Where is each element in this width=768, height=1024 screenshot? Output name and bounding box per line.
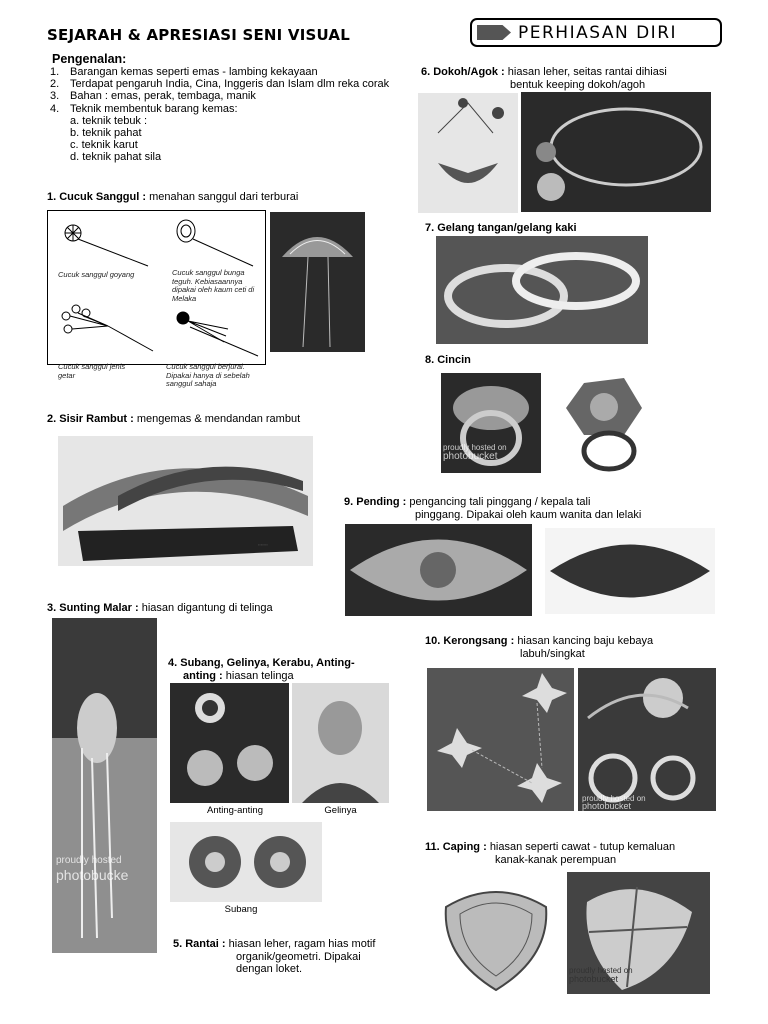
section-title: 4. Subang, Gelinya, Kerabu, Anting- <box>168 657 355 669</box>
pending-photo-2 <box>545 528 715 614</box>
item-number: 3. <box>50 90 60 103</box>
section-desc: kanak-kanak perempuan <box>495 853 617 866</box>
section-9-caption <box>344 496 641 521</box>
intro-item <box>50 103 389 115</box>
section-desc: hiasan telinga <box>225 669 294 682</box>
diagram-label: Cucuk sanggul jenis getar <box>58 362 126 380</box>
watermark-text: proudly hosted on <box>443 443 507 452</box>
watermark-text: photobucket <box>569 974 619 984</box>
diagram-label: Cucuk sanggul bunga teguh. Kebiasaannya dipakai oleh kaum ceti di Melaka <box>172 268 255 303</box>
section-title: anting : <box>183 669 223 682</box>
item-number: 4. <box>50 102 60 115</box>
intro-item <box>50 90 389 102</box>
dokoh-photo-2 <box>521 92 711 212</box>
watermark-text: photobucket <box>582 801 632 811</box>
item-number: 1. <box>50 66 60 78</box>
intro-item <box>50 66 389 78</box>
section-desc: bentuk keeping dokoh/agoh <box>510 78 646 91</box>
section-5-caption <box>173 938 375 976</box>
section-title: 8. Cincin <box>425 354 471 366</box>
cincin-photo-1 <box>441 373 541 473</box>
section-desc: hiasan leher, ragam hias motif <box>228 938 376 950</box>
section-title: 7. Gelang tangan/gelang kaki <box>425 222 577 234</box>
section-6-caption <box>421 66 667 91</box>
gelang-photo <box>436 236 648 344</box>
section-desc: hiasan seperti cawat - tutup kemaluan <box>489 841 676 853</box>
section-title: 6. Dokoh/Agok : <box>421 66 505 78</box>
section-4-caption <box>168 657 355 682</box>
watermark-text: proudly hosted on <box>582 794 646 803</box>
pending-photo-1 <box>345 524 532 616</box>
arrow-icon <box>477 25 511 40</box>
photo-label: Gelinya <box>324 805 357 816</box>
watermark-text: proudly hosted on <box>569 966 633 975</box>
section-desc: hiasan leher, seitas rantai dihiasi <box>507 66 667 78</box>
badge-label: PERHIASAN DIRI <box>518 23 678 43</box>
section-desc: labuh/singkat <box>520 647 585 660</box>
section-title: 2. Sisir Rambut : <box>47 413 134 425</box>
intro-heading: Pengenalan: <box>52 52 127 66</box>
section-3-caption <box>47 602 273 615</box>
page-title: SEJARAH & APRESIASI SENI VISUAL <box>47 26 350 44</box>
caption-note: ▪▪▪▪▪▪▪ <box>258 542 268 547</box>
dokoh-photo-1 <box>418 93 518 213</box>
photo-label: Anting-anting <box>207 805 263 816</box>
kerongsang-photo-2 <box>578 668 716 811</box>
section-desc: organik/geometri. Dipakai <box>236 950 361 963</box>
section-desc: hiasan kancing baju kebaya <box>517 635 654 647</box>
section-title: 11. Caping : <box>425 841 487 853</box>
item-number: 2. <box>50 78 60 91</box>
subang-photo <box>170 822 322 902</box>
section-10-caption <box>425 635 653 660</box>
caping-photo-2 <box>567 872 710 994</box>
gelinya-photo <box>292 683 389 803</box>
section-desc: pinggang. Dipakai oleh kaum wanita dan lelaki <box>415 508 642 521</box>
diagram-label: Cucuk sanggul berjurai. Dipakai hanya di sebelah sanggul sahaja <box>166 362 250 388</box>
section-8-caption <box>425 354 471 367</box>
intro-subitem: d. teknik pahat sila <box>70 151 162 164</box>
section-title: 3. Sunting Malar : <box>47 602 139 614</box>
section-title: 5. Rantai : <box>173 938 226 950</box>
section-desc: mengemas & mendandan rambut <box>136 413 301 425</box>
photo-label: Subang <box>224 904 258 915</box>
item-text: Bahan : emas, perak, tembaga, manik <box>70 90 256 103</box>
cucuk-sanggul-photo <box>270 212 365 352</box>
topic-badge <box>470 18 722 47</box>
sunting-malar-photo <box>52 618 157 953</box>
item-text: Barangan kemas seperti emas - lambing kekayaan <box>70 66 318 78</box>
item-text: Terdapat pengaruh India, Cina, Inggeris dan Islam dlm reka corak <box>70 78 390 91</box>
intro-subitem: b. teknik pahat <box>70 127 142 140</box>
section-title: 9. Pending : <box>344 496 407 508</box>
kerongsang-photo-1 <box>427 668 574 811</box>
cucuk-sanggul-diagram <box>47 210 266 388</box>
intro-item <box>50 78 389 90</box>
section-title: 10. Kerongsang : <box>425 635 515 647</box>
section-2-caption <box>47 413 300 426</box>
item-text: Teknik membentuk barang kemas: <box>70 102 238 115</box>
section-7-caption <box>425 222 577 235</box>
section-desc: dengan loket. <box>236 963 303 975</box>
anting-anting-photo <box>170 683 289 803</box>
caping-photo-1 <box>432 872 560 994</box>
intro-subitem: a. teknik tebuk : <box>70 114 148 127</box>
section-1-caption <box>47 191 298 204</box>
watermark-text: photobucket <box>443 451 498 462</box>
intro-subitem: c. teknik karut <box>70 139 138 152</box>
section-title: 1. Cucuk Sanggul : <box>47 191 147 203</box>
section-desc: pengancing tali pinggang / kepala tali <box>409 496 591 508</box>
cincin-photo-2 <box>554 373 664 473</box>
section-desc: menahan sanggul dari terburai <box>149 191 299 203</box>
intro-list <box>50 66 389 164</box>
watermark-text: proudly hosted <box>56 855 122 866</box>
section-desc: hiasan digantung di telinga <box>141 602 273 614</box>
sisir-rambut-photo <box>58 436 313 566</box>
diagram-label: Cucuk sanggul goyang <box>58 270 135 279</box>
section-11-caption <box>425 841 675 866</box>
watermark-text: photobucke <box>56 867 129 883</box>
